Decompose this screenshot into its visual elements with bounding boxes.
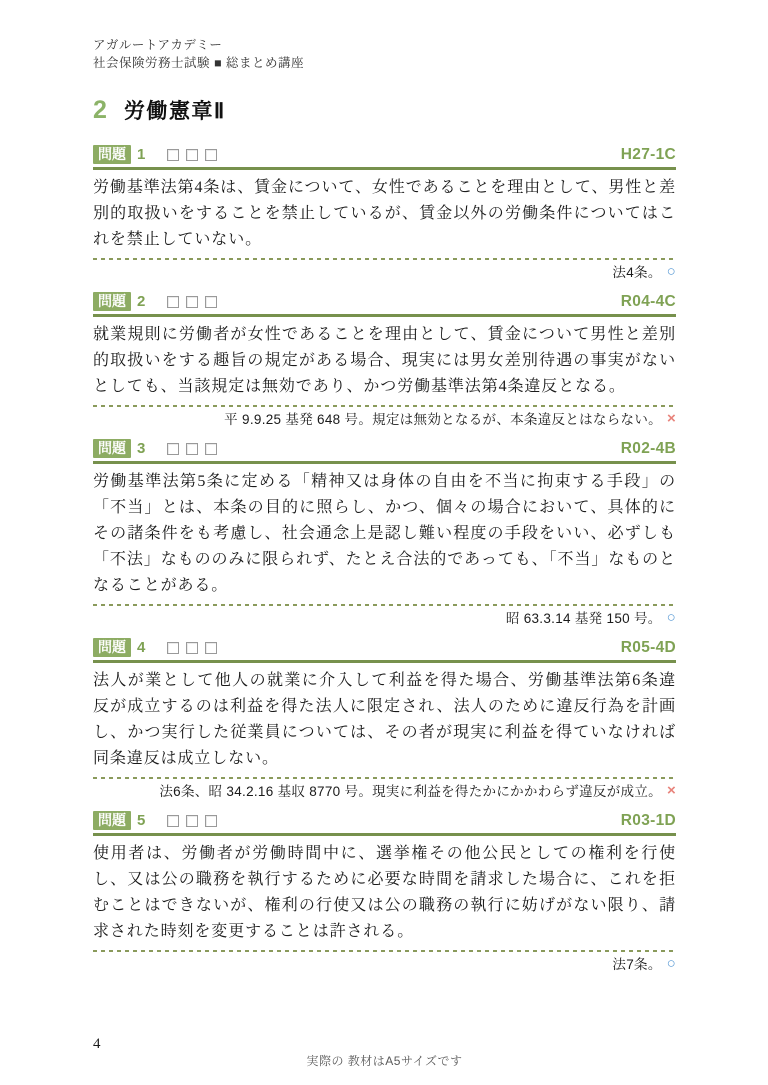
question-number: 5 xyxy=(137,812,146,829)
checkbox[interactable] xyxy=(167,815,179,827)
checkbox[interactable] xyxy=(186,815,198,827)
question-block xyxy=(93,292,676,427)
question-badge xyxy=(93,292,131,311)
wrong-mark-icon: × xyxy=(666,781,676,799)
question-badge-label: 問題 xyxy=(98,440,126,456)
question-block xyxy=(93,439,676,626)
answer-text: 昭 63.3.14 基発 150 号。 xyxy=(505,611,662,626)
question-block xyxy=(93,145,676,280)
exam-code: R04-4C xyxy=(620,292,676,310)
checkbox[interactable] xyxy=(186,443,198,455)
question-text: 就業規則に労働者が女性であることを理由として、賃金について男性と差別的取扱いをする趣旨の規定がある場合、現実には男女差別待遇の事実がないとしても、当該規定は無効であり、かつ労働基準法第4条違反となる。 xyxy=(93,326,676,395)
checkbox[interactable] xyxy=(205,296,217,308)
checkbox-group xyxy=(167,296,217,308)
section-number: 2 xyxy=(93,96,107,124)
dashed-divider xyxy=(93,950,676,952)
question-text: 労働基準法第4条は、賃金について、女性であることを理由として、男性と差別的取扱いをすることを禁止しているが、賃金以外の労働条件についてはこれを禁止していない。 xyxy=(93,179,676,248)
question-badge xyxy=(93,439,131,458)
answer-row xyxy=(93,781,676,799)
checkbox[interactable] xyxy=(205,642,217,654)
dashed-divider xyxy=(93,258,676,260)
question-block xyxy=(93,811,676,972)
section-title: 労働憲章Ⅱ xyxy=(123,100,226,123)
answer-text: 法7条。 xyxy=(612,957,662,972)
checkbox[interactable] xyxy=(205,815,217,827)
checkbox[interactable] xyxy=(186,149,198,161)
question-header xyxy=(93,439,676,464)
answer-row xyxy=(93,608,676,626)
dashed-divider xyxy=(93,405,676,407)
question-block xyxy=(93,638,676,799)
question-badge-label: 問題 xyxy=(98,639,126,655)
question-header xyxy=(93,145,676,170)
answer-row xyxy=(93,409,676,427)
wrong-mark-icon: × xyxy=(666,409,676,427)
correct-mark-icon: ○ xyxy=(666,262,676,280)
question-number: 4 xyxy=(137,639,146,656)
exam-code: H27-1C xyxy=(620,145,676,163)
dashed-divider xyxy=(93,777,676,779)
question-badge-label: 問題 xyxy=(98,293,126,309)
correct-mark-icon: ○ xyxy=(666,608,676,626)
document-header xyxy=(93,36,676,72)
checkbox-group xyxy=(167,815,217,827)
question-header xyxy=(93,292,676,317)
checkbox[interactable] xyxy=(167,642,179,654)
checkbox[interactable] xyxy=(167,149,179,161)
brand-name: アガルートアカデミー xyxy=(93,38,223,52)
question-text: 労働基準法第5条に定める「精神又は身体の自由を不当に拘束する手段」の「不当」とは、本条の目的に照らし、かつ、個々の場合において、具体的にその諸条件をも考慮し、社会通念上是認し難い程度の手段をいい、必ずしも「不法」なもののみに限られず、たとえ合法的であっても、「不当」なものとなることがある。 xyxy=(93,473,676,594)
dashed-divider xyxy=(93,604,676,606)
page-number: 4 xyxy=(93,1036,101,1052)
question-header xyxy=(93,811,676,836)
section-heading xyxy=(93,96,676,126)
answer-text: 法6条、昭 34.2.16 基収 8770 号。現実に利益を得たかにかかわらず違反が成立。 xyxy=(159,784,662,799)
question-badge xyxy=(93,145,131,164)
page-footer xyxy=(93,1036,676,1076)
exam-code: R05-4D xyxy=(620,638,676,656)
answer-text: 平 9.9.25 基発 648 号。規定は無効となるが、本条違反とはならない。 xyxy=(224,412,662,427)
exam-code: R03-1D xyxy=(620,811,676,829)
checkbox[interactable] xyxy=(167,443,179,455)
question-header xyxy=(93,638,676,663)
footer-note: 実際の 教材はA5サイズです xyxy=(306,1054,463,1068)
answer-text: 法4条。 xyxy=(612,265,662,280)
checkbox[interactable] xyxy=(205,149,217,161)
question-number: 3 xyxy=(137,440,146,457)
question-text: 使用者は、労働者が労働時間中に、選挙権その他公民としての権利を行使し、又は公の職務を執行するために必要な時間を請求した場合に、これを拒むことはできないが、権利の行使又は公の職務の執行に妨げがない限り、請求された時刻を変更することは許される。 xyxy=(93,845,676,940)
checkbox[interactable] xyxy=(205,443,217,455)
question-list xyxy=(93,145,676,972)
course-name: 社会保険労務士試験 ■ 総まとめ講座 xyxy=(93,56,304,70)
answer-row xyxy=(93,954,676,972)
question-number: 2 xyxy=(137,293,146,310)
question-number: 1 xyxy=(137,146,146,163)
correct-mark-icon: ○ xyxy=(666,954,676,972)
checkbox-group xyxy=(167,443,217,455)
checkbox[interactable] xyxy=(167,296,179,308)
question-badge-label: 問題 xyxy=(98,146,126,162)
checkbox[interactable] xyxy=(186,296,198,308)
question-badge xyxy=(93,811,131,830)
answer-row xyxy=(93,262,676,280)
question-text: 法人が業として他人の就業に介入して利益を得た場合、労働基準法第6条違反が成立するのは利益を得た法人に限定され、法人のために違反行為を計画し、かつ実行した従業員については、その者が現実に利益を得ていなければ同条違反は成立しない。 xyxy=(93,672,676,767)
question-badge xyxy=(93,638,131,657)
question-badge-label: 問題 xyxy=(98,812,126,828)
checkbox-group xyxy=(167,149,217,161)
exam-code: R02-4B xyxy=(620,439,676,457)
checkbox-group xyxy=(167,642,217,654)
checkbox[interactable] xyxy=(186,642,198,654)
